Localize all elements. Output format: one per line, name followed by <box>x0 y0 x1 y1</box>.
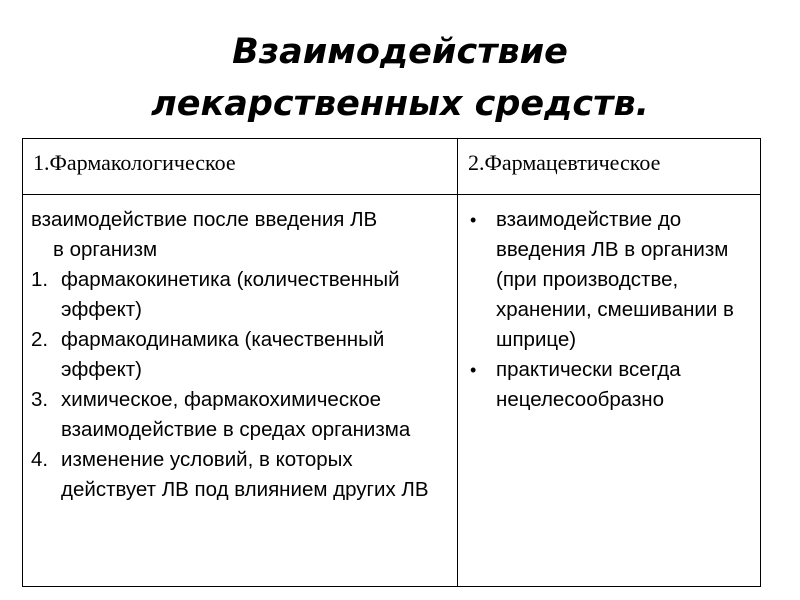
list-item-text: химическое, фармакохимическое взаимодействие в средах организма <box>61 388 411 441</box>
list-item-text: взаимодействие до введения ЛВ в организм (при производстве, хранении, смешивании в шприце) <box>496 208 734 351</box>
pharmacological-intro <box>31 205 451 265</box>
list-item <box>31 445 451 505</box>
table-body-row <box>23 195 761 587</box>
list-item <box>31 385 451 445</box>
pharmaceutical-list <box>466 205 754 415</box>
list-item <box>31 265 451 325</box>
list-item-text: фармакокинетика (количественный эффект) <box>61 268 400 321</box>
list-item <box>466 355 754 415</box>
list-item-number: 4. <box>31 448 49 471</box>
list-item <box>31 325 451 385</box>
header-pharmaceutical: 2.Фармацевтическое <box>458 139 761 195</box>
list-item-text: практически всегда нецелесообразно <box>496 358 681 411</box>
list-item <box>466 205 754 355</box>
pharmacological-list <box>31 265 451 505</box>
list-item-number: 1. <box>31 268 49 291</box>
list-item-text: фармакодинамика (качественный эффект) <box>61 328 385 381</box>
slide-title <box>0 26 800 130</box>
list-item-text: изменение условий, в которых действует ЛВ под влиянием других ЛВ <box>61 448 429 501</box>
interaction-table <box>22 138 761 587</box>
list-item-number: 3. <box>31 388 49 411</box>
title-line-1: Взаимодействие <box>232 32 568 72</box>
intro-line-2: в организм <box>53 238 158 261</box>
title-line-2: лекарственных средств. <box>151 84 649 124</box>
table-header-row <box>23 139 761 195</box>
cell-pharmacological <box>23 195 458 587</box>
intro-line-1: взаимодействие после введения ЛВ <box>31 208 378 231</box>
header-pharmacological: 1.Фармакологическое <box>23 139 458 195</box>
list-item-number: 2. <box>31 328 49 351</box>
cell-pharmaceutical <box>458 195 761 587</box>
bullet-icon: • <box>470 210 477 230</box>
bullet-icon: • <box>470 360 477 380</box>
